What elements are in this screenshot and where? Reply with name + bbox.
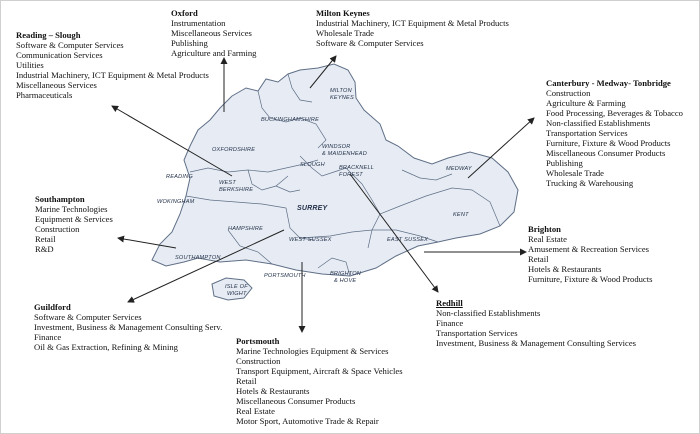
callout-guildford [34, 302, 222, 352]
industry-item: Miscellaneous Services [16, 80, 97, 90]
industry-item: Marine Technologies [35, 204, 108, 214]
industry-item: Communication Services [16, 50, 103, 60]
industry-item: Transportation Services [436, 328, 518, 338]
industry-item: Retail [528, 254, 549, 264]
map-label-brighton-2: & HOVE [334, 278, 357, 284]
industry-item: Real Estate [528, 234, 567, 244]
map-label-buckinghamshire: BUCKINGHAMSHIRE [261, 117, 320, 123]
industry-item: Amusement & Recreation Services [528, 244, 649, 254]
industry-item: Publishing [546, 158, 583, 168]
industry-item: Software & Computer Services [316, 38, 424, 48]
industry-item: Transport Equipment, Aircraft & Space Vehicles [236, 366, 403, 376]
map-label-kent: KENT [453, 212, 469, 218]
callout-portsmouth [236, 336, 403, 426]
callout-milton-keynes [316, 8, 509, 48]
callout-title: Reading – Slough [16, 30, 81, 40]
map-label-oxfordshire: OXFORDSHIRE [212, 147, 256, 153]
map-label-medway: MEDWAY [446, 166, 472, 172]
callout-title: Milton Keynes [316, 8, 370, 18]
map-label-west-berkshire-2: BERKSHIRE [219, 187, 254, 193]
map-label-slough: SLOUGH [300, 162, 325, 168]
industry-item: Publishing [171, 38, 208, 48]
industry-item: Non-classified Establishments [546, 118, 651, 128]
industry-item: Hotels & Restaurants [236, 386, 310, 396]
industry-item: R&D [35, 244, 54, 254]
map-label-bracknell-2: FOREST [339, 172, 363, 178]
industry-item: Finance [34, 332, 62, 342]
map-label-southampton: SOUTHAMPTON [175, 255, 221, 261]
callout-title: Oxford [171, 8, 198, 18]
industry-item: Equipment & Services [35, 214, 113, 224]
map-label-surrey: SURREY [297, 205, 328, 212]
industry-item: Food Processing, Beverages & Tobacco [546, 108, 683, 118]
map-label-west-sussex: WEST SUSSEX [289, 237, 332, 243]
map-label-milton-keynes-2: KEYNES [330, 95, 354, 101]
industry-item: Transportation Services [546, 128, 628, 138]
callout-southampton [35, 194, 113, 254]
industry-item: Agriculture & Farming [546, 98, 626, 108]
callout-oxford [171, 8, 256, 58]
industry-item: Retail [236, 376, 257, 386]
map-label-east-sussex: EAST SUSSEX [387, 237, 429, 243]
industry-item: Agriculture and Farming [171, 48, 257, 58]
industry-item: Miscellaneous Consumer Products [236, 396, 356, 406]
industry-item: Wholesale Trade [316, 28, 374, 38]
industry-item: Investment, Business & Management Consulting Services [436, 338, 637, 348]
callout-title: Southampton [35, 194, 85, 204]
callout-canterbury-medway-tonbridge [546, 78, 683, 188]
industry-item: Motor Sport, Automotive Trade & Repair [236, 416, 379, 426]
industry-item: Pharmaceuticals [16, 90, 73, 100]
industry-item: Investment, Business & Management Consulting Serv. [34, 322, 223, 332]
industry-item: Industrial Machinery, ICT Equipment & Metal Products [16, 70, 209, 80]
callout-title: Canterbury - Medway- Tonbridge [546, 78, 671, 88]
map-label-bracknell-1: BRACKNELL [339, 165, 375, 171]
map-label-portsmouth: PORTSMOUTH [264, 273, 306, 279]
industry-item: Industrial Machinery, ICT Equipment & Metal Products [316, 18, 509, 28]
industry-item: Retail [35, 234, 56, 244]
map-label-isle-of-wight-2: WIGHT [227, 291, 247, 297]
map-label-hampshire: HAMPSHIRE [228, 226, 264, 232]
industry-item: Oil & Gas Extraction, Refining & Mining [34, 342, 178, 352]
industry-item: Hotels & Restaurants [528, 264, 602, 274]
map-label-windsor-1: WINDSOR [322, 144, 351, 150]
industry-item: Real Estate [236, 406, 275, 416]
industry-item: Construction [546, 88, 591, 98]
industry-item: Wholesale Trade [546, 168, 604, 178]
industry-item: Furniture, Fixture & Wood Products [546, 138, 671, 148]
industry-item: Non-classified Establishments [436, 308, 541, 318]
industry-item: Marine Technologies Equipment & Services [236, 346, 389, 356]
industry-item: Construction [35, 224, 80, 234]
callout-redhill [436, 298, 636, 348]
industry-item: Trucking & Warehousing [546, 178, 634, 188]
map-label-milton-keynes-1: MILTON [330, 88, 352, 94]
industry-item: Finance [436, 318, 464, 328]
industry-item: Furniture, Fixture & Wood Products [528, 274, 653, 284]
map-label-wokingham: WOKINGHAM [157, 199, 195, 205]
callout-title: Brighton [528, 224, 561, 234]
industry-item: Utilities [16, 60, 44, 70]
industry-item: Instrumentation [171, 18, 226, 28]
industry-item: Software & Computer Services [34, 312, 142, 322]
map-label-isle-of-wight-1: ISLE OF [225, 284, 248, 290]
industry-item: Software & Computer Services [16, 40, 124, 50]
callout-title: Portsmouth [236, 336, 280, 346]
industry-item: Miscellaneous Services [171, 28, 252, 38]
map-label-windsor-2: & MAIDENHEAD [322, 151, 367, 157]
map-label-west-berkshire-1: WEST [219, 180, 236, 186]
industry-item: Miscellaneous Consumer Products [546, 148, 666, 158]
map-label-brighton-1: BRIGHTON [330, 271, 362, 277]
callout-title: Redhill [436, 298, 463, 308]
industry-item: Construction [236, 356, 281, 366]
callout-title: Guildford [34, 302, 71, 312]
map-label-reading: READING [166, 174, 193, 180]
callout-brighton [528, 224, 652, 284]
